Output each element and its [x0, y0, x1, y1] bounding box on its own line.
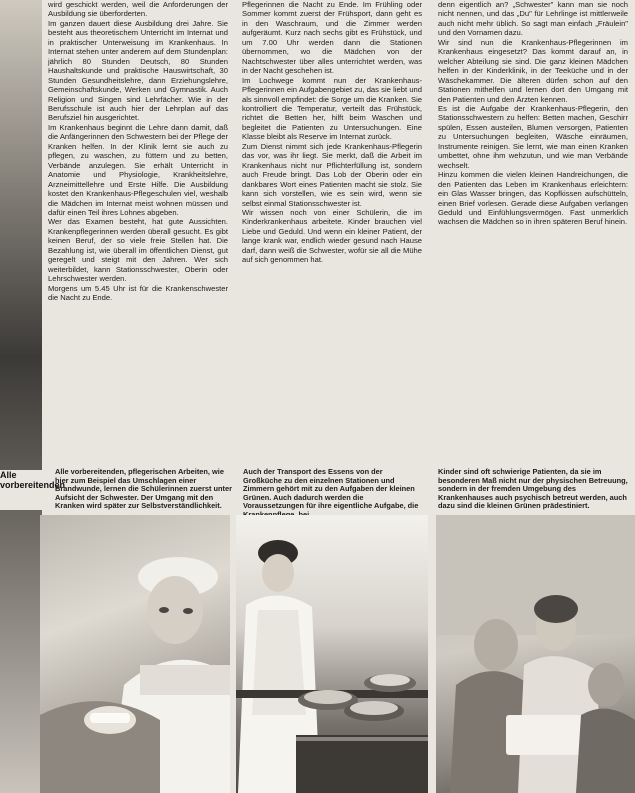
photo-children — [436, 515, 635, 793]
photo-caption-3: Kinder sind oft schwierige Patienten, da sie im besonderen Maß nicht nur der physischen Betreuung, sondern in der fremden Umgebung des Krankenhauses auch psychisch betreut werden, auch dazu sind die kleinen Grünen prädestiniert. — [438, 467, 628, 511]
photo-nurse-bandaging — [40, 515, 230, 793]
text-column-2 — [242, 0, 422, 470]
text-column-3 — [438, 0, 628, 470]
paragraph: Wir wissen noch von einer Schülerin, die im Kinderkrankenhaus arbeitete. Kinder brauchen viel Liebe und Geduld. Und wenn ein kleiner Patient, der lange krank war, endlich wieder gesund nach Hause darf, dann weiß die Schwester, wofür sie all die Mühe auf sich genommen hat. — [242, 207, 422, 265]
paragraph: Es ist die Aufgabe der Krankenhaus-Pflegerin, den Stationsschwestern zu helfen: Betten machen, Geschirr spülen, Essen austeilen, Blumen versorgen, Patienten zu Untersuchungen begleiten, Wäsche einräumen, Instrumente reinigen. Sie lernt, wie man einen Kranken umbettet, ohne ihm wehzutun, und wie man Verbände wechselt. — [438, 103, 628, 170]
paragraph: denn eigentlich an? „Schwester" kann man sie noch nicht nennen, und das „Du" für Lehrlinge ist mittlerweile auch nicht mehr üblich. So sagt man einfach „Fräulein" und den Vornamen dazu. — [438, 0, 628, 38]
paragraph: Im Krankenhaus beginnt die Lehre dann damit, daß die Anfängerinnen den Schwestern bei der Pflege der Kranken helfen. In der Klinik lernt sie auch zu pflegen, zu waschen, zu füttern und zu betten, Verbände anzulegen. Sie erhält Unterricht in Anatomie und Physiologie, Krankheitslehre, Arzneimittellehre und Erste Hilfe. Die Ausbildung kostet den Krankenhaus-Pflegeschulen viel, weshalb die Mädchen im Internat meist wohnen müssen und dafür einen Teil ihres Lohnes abgeben. — [48, 122, 228, 217]
photo-caption-2: Auch der Transport des Essens von der Großküche zu den einzelnen Stationen und Zimmern gehört mit zu den Aufgaben der kleinen Grünen. Auch dadurch werden die Voraussetzungen für ihre eigentliche Aufgabe, die — [243, 467, 419, 511]
paragraph: Pflegerinnen die Nacht zu Ende. Im Frühling oder Sommer kommt zuerst der Frühsport, dann geht es in den Waschraum, und die Zimmer werden aufgeräumt. Kurz nach sechs gibt es Frühstück, und um 7.00 Uhr werden dann die Stationen übernommen, wo die Mädchen von der Nachtschwester über alles unterrichtet werden, was in der Nacht geschehen ist. — [242, 0, 422, 76]
paragraph: Im Lochwege kommt nun der Krankenhaus-Pflegerinnen ein Aufgabengebiet zu, das sie liebt und als sinnvoll empfindet: die Sorge um die Kranken. Sie kontrolliert die Temperatur, verteilt das Frühstück, richtet die Betten her, hilft beim Waschen und begleitet die Patienten zu Untersuchungen. Eine Klasse bleibt als Reserve im Internat zurück. — [242, 75, 422, 142]
text-column-1 — [48, 0, 228, 470]
photo-food-trays — [236, 515, 428, 793]
paragraph: Hinzu kommen die vielen kleinen Handreichungen, die den Patienten das Leben im Krankenhaus erleichtern: ein Glas Wasser bringen, das Kopfkissen aufschütteln, einen Brief vorlesen. Gerade diese Aufgaben verlangen Geduld und Einfühlungsvermögen. Fast unmerklich wachsen die Mädchen so in ihren späteren Beruf hinein. — [438, 170, 628, 227]
paragraph: Wer das Examen besteht, hat gute Aussichten. Krankenpflegerinnen werden überall gesucht. Es gibt keinen Beruf, der so viele freie Stellen hat. Die Bezahlung ist, wie überall im öffentlichen Dienst, gut geregelt und steigt mit den Jahren. Wer sich weiterbildet, kann Stationsschwester, Oberin oder Lehrschwester werden. — [48, 217, 228, 284]
photo-caption-1: Alle vorbereitenden, pflegerischen Arbeiten, wie hier zum Beispiel das Umschlagen einer Brandwunde, lernen die Schülerinnen zuerst unter Aufsicht der Schwester. Der Umgang mit den Kranken wird später zur Selbstverständlichkeit. — [55, 467, 232, 511]
paragraph: Wir sind nun die Krankenhaus-Pflegerinnen im Krankenhaus eingesetzt? Das kommt darauf an, in welcher Abteilung sie sind. Die ganz kleinen Mädchen helfen in der Kinderklinik, in der Teeküche und in der Wäschekammer. Die älteren dürfen schon auf den Stationen mithelfen und lernen dort den Umgang mit den Patienten und den Ärzten kennen. — [438, 37, 628, 104]
paragraph: wird geschickt werden, weil die Anforderungen der Ausbildung sie überforderten. Im ganzen dauert diese Ausbildung drei Jahre. Sie besteht aus theoretischem Unterricht im Internat und in praktischer Unterweisung im Krankenhaus. In Internat stehen unter anderem auf dem Stundenplan: jährlich 80 Stunden Deutsch, 80 Stunden Haushaltskunde und praktische Hauswirtschaft, 30 Stunden Gesundheitslehre, dann Erziehungslehre, Gemeinschaftskunde, Werken und Gymnastik. Auch Religion und Singen sind Lehrfächer. Wie in der Berufsschule ist auch hier der Lehrplan auf das Berufsziel hin ausgerichtet. — [48, 0, 228, 123]
edge-photo — [0, 0, 42, 793]
paragraph: Morgens um 5.45 Uhr ist für die Krankenschwester die Nacht zu Ende. — [48, 283, 228, 303]
edge-caption: Alle vorbereitenden — [0, 470, 42, 510]
paragraph: Zum Dienst nimmt sich jede Krankenhaus-Pflegerin das vor, was ihr liegt. Sie merkt, daß die Arbeit im Krankenhaus nicht nur Pflichterfüllung ist, sondern auch Freude bringt. Das Lob der Oberin oder ein dankbares Wort eines Patienten macht sie stolz. Sie kann sich vorstellen, wie es sein wird, wenn sie selbst einmal Stationsschwester ist. — [242, 141, 422, 208]
